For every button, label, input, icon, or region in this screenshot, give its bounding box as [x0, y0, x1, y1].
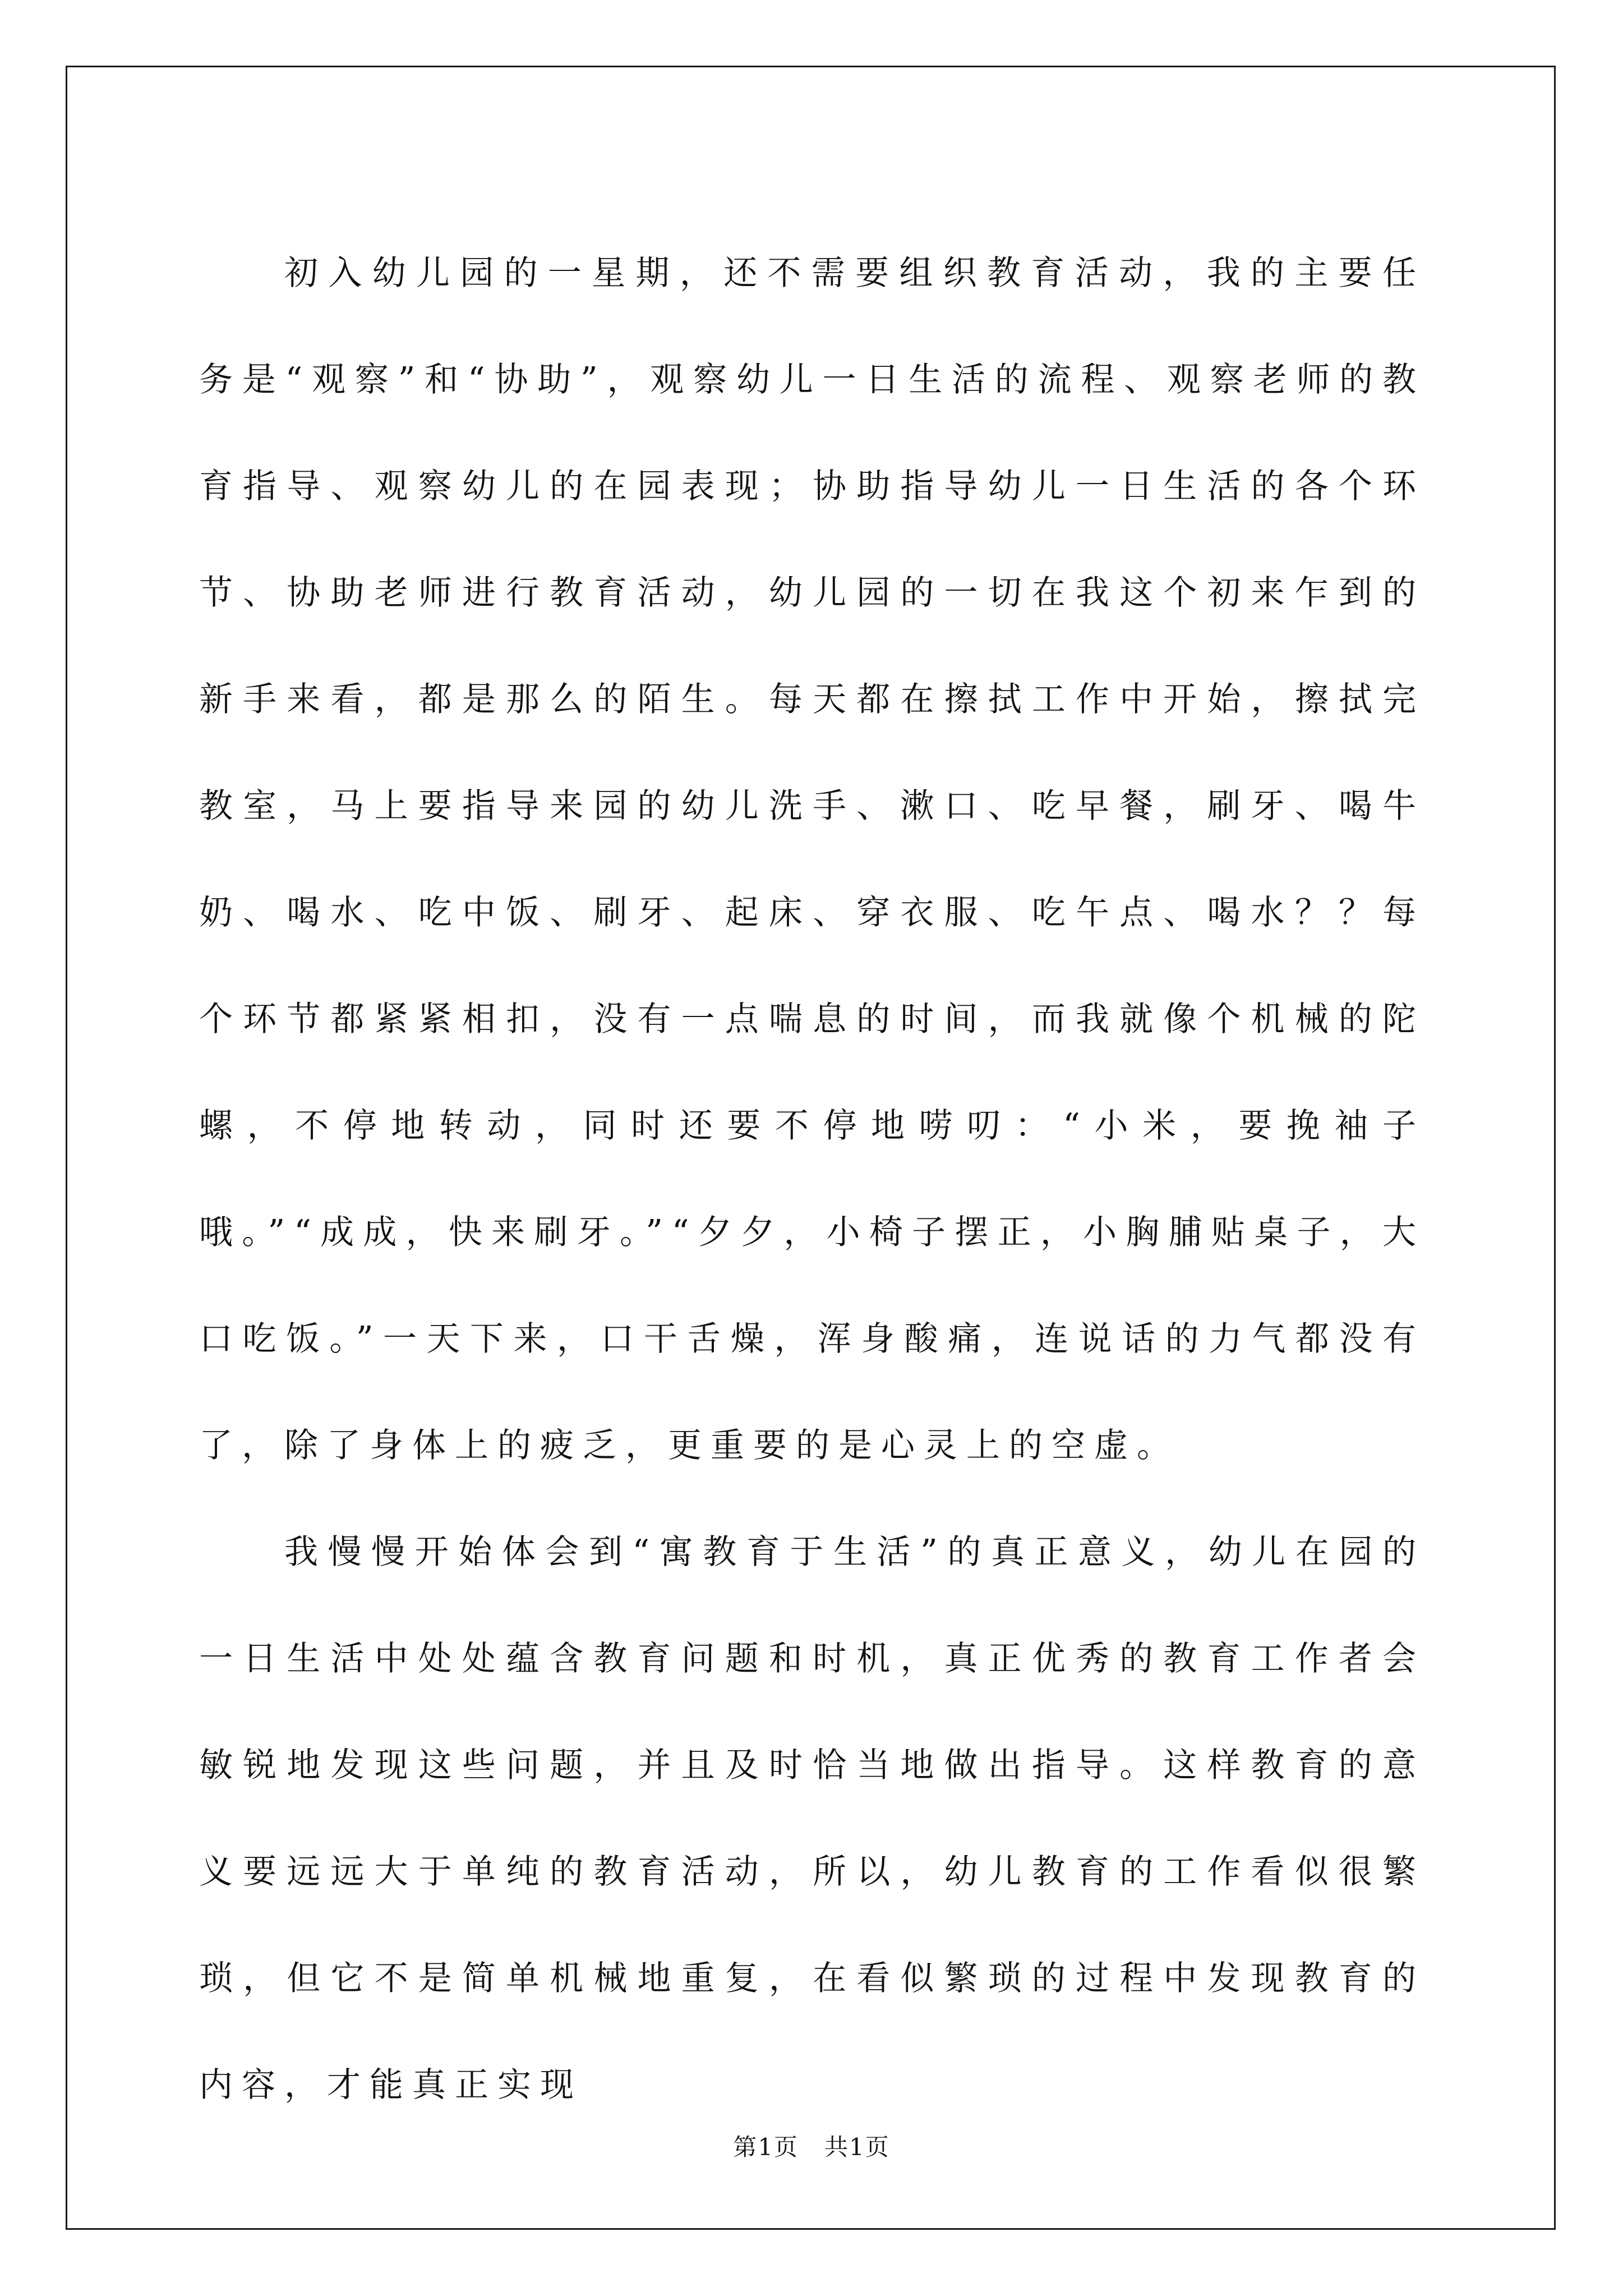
paragraph-2: 我慢慢开始体会到“寓教育于生活”的真正意义，幼儿在园的一日生活中处处蕴含教育问题和时机，真正优秀的教育工作者会敏锐地发现这些问题，并且及时恰当地做出指导。这样教育的意义要远远大于单纯的教育活动，所以，幼儿教育的工作看似很繁琐，但它不是简单机械地重复，在看似繁琐的过程中发现教育的内容，才能真正实现 [199, 1533, 1425, 2105]
page-footer: 第1页 共1页 [733, 2133, 890, 2161]
paragraph-1: 初入幼儿园的一星期，还不需要组织教育活动，我的主要任务是“观察”和“协助”，观察幼儿一日生活的流程、观察老师的教育指导、观察幼儿的在园表现；协助指导幼儿一日生活的各个环节、协助老师进行教育活动，幼儿园的一切在我这个初来乍到的新手来看，都是那么的陌生。每天都在擦拭工作中开始，擦拭完教室，马上要指导来园的幼儿洗手、漱口、吃早餐，刷牙、喝牛奶、喝水、吃中饭、刷牙、起床、穿衣服、吃午点、喝水？？每个环节都紧紧相扣，没有一点喘息的时间，而我就像个机械的陀螺，不停地转动，同时还要不停地唠叨：“小米，要挽袖子哦。”“成成，快来刷牙。”“夕夕，小椅子摆正，小胸脯贴桌子，大口吃饭。”一天下来，口干舌燥，浑身酸痛，连说话的力气都没有了，除了身体上的疲乏，更重要的是心灵上的空虚。 [199, 254, 1425, 1465]
document-body [199, 220, 1425, 2138]
